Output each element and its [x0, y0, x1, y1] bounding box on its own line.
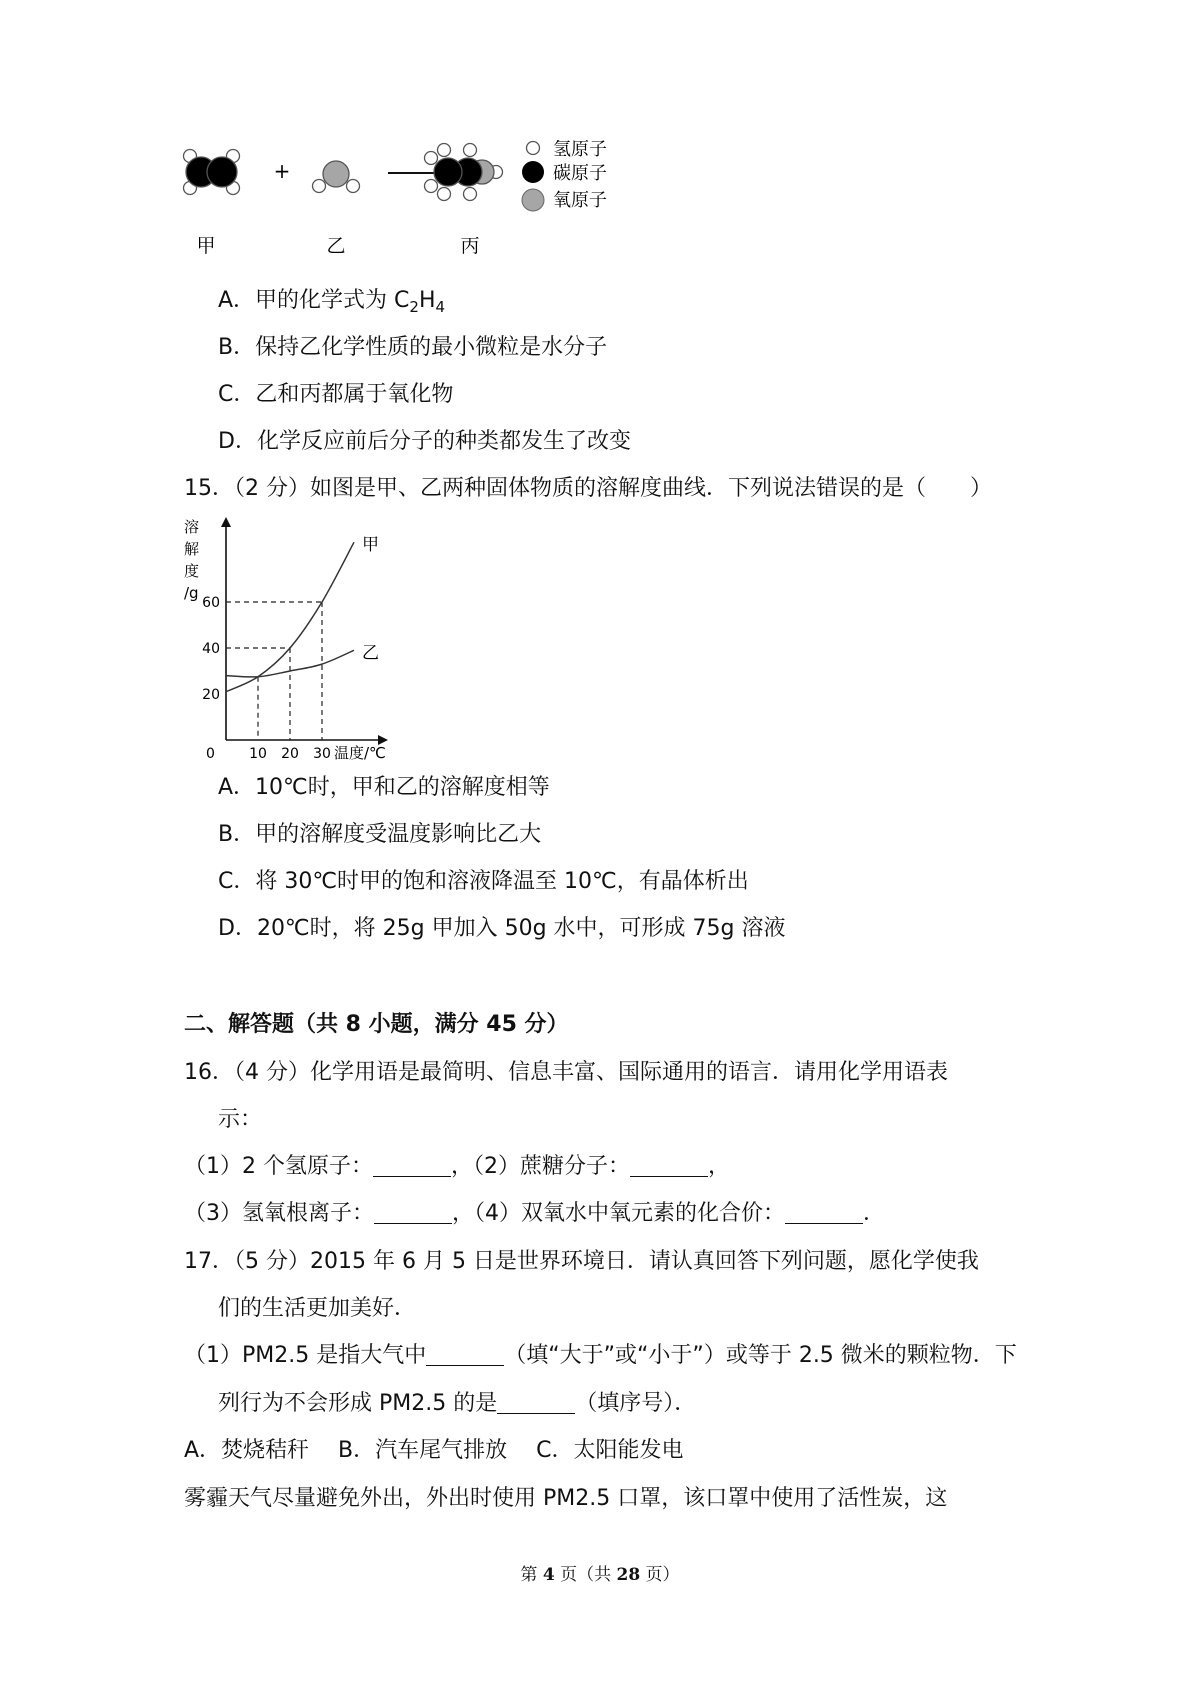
- plus-sign: +: [273, 159, 291, 183]
- q16-stem-line2: 示：: [218, 1107, 263, 1132]
- solubility-chart: [182, 516, 442, 761]
- q15-option-a: A．10℃时，甲和乙的溶解度相等: [218, 775, 550, 800]
- legend-carbon-label: 碳原子: [553, 163, 607, 184]
- q17-last-line: 雾霾天气尽量避免外出，外出时使用 PM2.5 口罩，该口罩中使用了活性炭，这: [184, 1486, 948, 1511]
- molecule-jia: [184, 150, 240, 195]
- q16-stem-line1: 16．（4 分）化学用语是最简明、信息丰富、国际通用的语言．请用化学用语表: [184, 1060, 948, 1085]
- series-label: 乙: [362, 643, 379, 664]
- q15-option-b: B．甲的溶解度受温度影响比乙大: [218, 822, 542, 847]
- q15-option-c: C．将 30℃时甲的饱和溶液降温至 10℃，有晶体析出: [218, 869, 749, 894]
- q17-stem-line2: 们的生活更加美好．: [218, 1296, 417, 1321]
- x-tick-label: 10: [249, 746, 267, 761]
- q16-part1: （1）2 个氢原子： ，（2）蔗糖分子： ，: [184, 1154, 731, 1179]
- legend-hydrogen-label: 氢原子: [553, 140, 607, 160]
- q15-stem: 15．（2 分）如图是甲、乙两种固体物质的溶解度曲线．下列说法错误的是（ ）: [184, 476, 992, 501]
- legend-carbon-icon: [522, 161, 544, 183]
- y-tick-label: 20: [202, 687, 220, 703]
- y-axis-label: /g: [184, 584, 199, 602]
- series-label: 甲: [362, 535, 379, 556]
- y-axis-arrow: [221, 517, 231, 527]
- q17-choices: A．焚烧秸秆 B．汽车尾气排放 C．太阳能发电: [184, 1438, 684, 1463]
- answer-blank[interactable]: [785, 1201, 863, 1224]
- q17-part1: （1）PM2.5 是指大气中 （填“大于”或“小于”）或等于 2.5 微米的颗粒物．下: [184, 1343, 1017, 1368]
- q14-option-d: D．化学反应前后分子的种类都发生了改变: [218, 429, 631, 454]
- y-tick-label: 40: [202, 641, 220, 657]
- answer-blank[interactable]: [374, 1201, 452, 1224]
- x-tick-label: 20: [281, 746, 299, 761]
- q14-option-a: A．甲的化学式为 $C_2H_4$: [218, 288, 446, 316]
- answer-blank[interactable]: [426, 1343, 504, 1366]
- x-axis-label: 温度/℃: [334, 744, 386, 761]
- x-tick-label: 30: [313, 746, 331, 761]
- reaction-diagram: [180, 140, 680, 265]
- label-bing: 丙: [460, 235, 480, 257]
- q17-part1-cont: 列行为不会形成 PM2.5 的是 （填序号）．: [218, 1391, 697, 1416]
- y-axis-label: 解: [184, 540, 200, 558]
- legend-oxygen-icon: [522, 189, 544, 211]
- answer-blank[interactable]: [497, 1391, 575, 1414]
- y-tick-label: 60: [202, 595, 220, 611]
- answer-blank[interactable]: [630, 1154, 708, 1177]
- label-jia: 甲: [196, 235, 216, 257]
- q14-option-b: B．保持乙化学性质的最小微粒是水分子: [218, 335, 608, 360]
- y-axis-label: 度: [184, 562, 200, 580]
- molecule-bing: [425, 144, 503, 201]
- legend: [522, 140, 607, 211]
- q14-option-c: C．乙和丙都属于氧化物: [218, 382, 454, 407]
- answer-blank[interactable]: [373, 1154, 451, 1177]
- q16-part3: （3）氢氧根离子： ，（4）双氧水中氧元素的化合价： ．: [184, 1201, 886, 1226]
- molecule-yi: [313, 161, 360, 193]
- q15-option-d: D．20℃时，将 25g 甲加入 50g 水中，可形成 75g 溶液: [218, 916, 786, 941]
- page-footer: 第 4 页（共 28 页）: [520, 1565, 680, 1585]
- q17-stem-line1: 17．（5 分）2015 年 6 月 5 日是世界环境日．请认真回答下列问题，愿化学使我: [184, 1249, 979, 1274]
- series-line-yi: [226, 650, 354, 677]
- y-axis-label: 溶: [184, 518, 200, 536]
- section2-title: 二、解答题（共 8 小题，满分 45 分）: [184, 1012, 569, 1037]
- legend-hydrogen-icon: [527, 142, 540, 155]
- origin-label: 0: [206, 746, 215, 761]
- legend-oxygen-label: 氧原子: [553, 190, 607, 211]
- label-yi: 乙: [326, 235, 346, 257]
